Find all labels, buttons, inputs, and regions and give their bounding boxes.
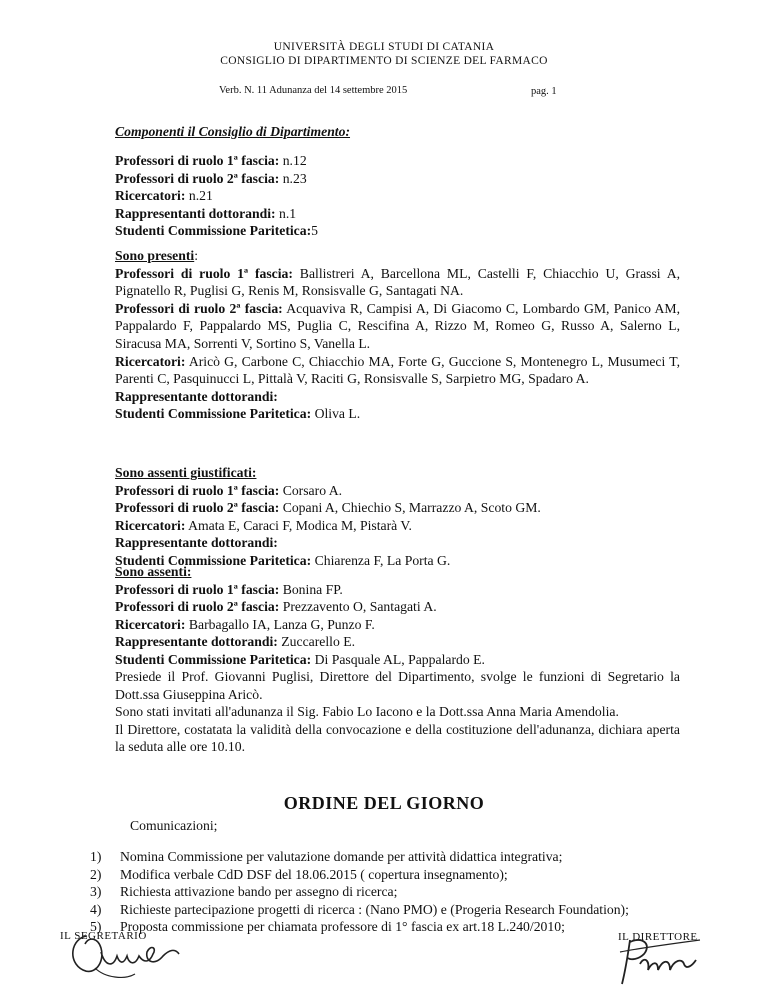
- segretario-label: IL SEGRETARIO: [60, 930, 147, 942]
- presenti-line: Rappresentante dottorandi:: [115, 388, 278, 404]
- body-paragraphs: [115, 668, 680, 756]
- assenti-line: Professori di ruolo 1ª fascia: Bonina FP.: [115, 581, 343, 597]
- direttore-label: IL DIRETTORE: [618, 931, 698, 943]
- assenti-giustificati-line: Studenti Commissione Paritetica: Chiarenza F, La Porta G.: [115, 552, 451, 568]
- presenti-line: Ricercatori: Aricò G, Carbone C, Chiacchio MA, Forte G, Guccione S, Montenegro L, Musumeci T, Parenti C, Pasquinucci L, Pittalà V, Raciti G, Ronsisvalle S, Sarpietro MG, Spadaro A.: [115, 353, 680, 387]
- paragraph-presidenza: Presiede il Prof. Giovanni Puglisi, Direttore del Dipartimento, svolge le funzioni di Segretario la Dott.ssa Giuseppina Aricò.: [115, 669, 680, 702]
- assenti-line: Studenti Commissione Paritetica: Di Pasquale AL, Pappalardo E.: [115, 651, 485, 667]
- university-name: UNIVERSITÀ DEGLI STUDI DI CATANIA: [273, 41, 495, 53]
- componenti-line: Ricercatori: n.21: [115, 188, 213, 204]
- assenti-title: Sono assenti:: [115, 564, 192, 579]
- assenti-giustificati-line: Professori di ruolo 2ª fascia: Copani A, Chiechio S, Marrazzo A, Scoto GM.: [115, 500, 541, 516]
- segretario-signature-icon: [65, 922, 195, 982]
- presenti-title: Sono presenti: [115, 248, 195, 263]
- assenti-giustificati-title: Sono assenti giustificati:: [115, 465, 257, 480]
- direttore-signature-icon: [600, 930, 720, 990]
- assenti-line: Ricercatori: Barbagallo IA, Lanza G, Punzo F.: [115, 616, 375, 632]
- paragraph-apertura: Il Direttore, costatata la validità della convocazione e della costituzione dell'adunanza, dichiara aperta la seduta alle ore 10.10.: [115, 721, 680, 755]
- presenti-line: Studenti Commissione Paritetica: Oliva L.: [115, 406, 361, 422]
- assenti-line: Professori di ruolo 2ª fascia: Prezzavento O, Santagati A.: [115, 599, 437, 615]
- componenti-title: Componenti il Consiglio di Dipartimento:: [115, 124, 351, 139]
- componenti-line: Professori di ruolo 1ª fascia: n.12: [115, 153, 307, 168]
- page-number: pag. 1: [531, 86, 557, 97]
- componenti-line: Professori di ruolo 2ª fascia: n.23: [115, 170, 307, 186]
- agenda-item: 5) Proposta commissione per chiamata professore di 1° fascia ex art.18 L.240/2010;: [90, 919, 565, 935]
- document-header: [0, 40, 768, 68]
- assenti-giustificati-line: Ricercatori: Amata E, Caraci F, Modica M, Pistarà V.: [115, 517, 412, 533]
- assenti-section: [115, 563, 680, 669]
- assenti-giustificati-line: Professori di ruolo 1ª fascia: Corsaro A.: [115, 482, 343, 498]
- agenda-item: 4) Richieste partecipazione progetti di ricerca : (Nano PMO) e (Progeria Research Foundation);: [90, 901, 629, 917]
- paragraph-invitati: Sono stati invitati all'adunanza il Sig. Fabio Lo Iacono e la Dott.ssa Anna Maria Amendolia.: [115, 704, 619, 720]
- componenti-list: [115, 152, 680, 240]
- presenti-line: Professori di ruolo 2ª fascia: Acquaviva R, Campisi A, Di Giacomo C, Lombardo GM, Panico AM, Pappalardo F, Pappalardo MS, Puglia C, Rescifina A, Rizzo M, Romeo G, Russo A, Salerno L, Siracusa MA, Sorrenti V, Sortino S, Vanella L.: [115, 300, 681, 351]
- ordine-del-giorno-title: ORDINE DEL GIORNO: [283, 793, 485, 813]
- verbale-line: Verb. N. 11 Adunanza del 14 settembre 2015: [219, 85, 408, 96]
- componenti-section: [115, 123, 680, 141]
- componenti-line: Rappresentanti dottorandi: n.1: [115, 205, 297, 221]
- presenti-section: Sono presenti: Professori di ruolo 1ª fascia: Ballistreri A, Barcellona ML, Castelli F, Chiacchio U, Grassi A, Pignatello R, Puglisi G, Renis M, Ronsisvalle G, Santagati NA. Professori di ruolo 2ª fascia: Acquaviva R, Campisi A, Di Giacomo C, Lombardo GM, Panico AM, Pappalardo F, Pappalardo MS, Puglia C, Rescifina A, Rizzo M, Romeo G, Russo A, Salerno L, Siracusa MA, Sorrenti V, Sortino S, Vanella L. Ricercatori: Aricò G, Carbone C, Chiacchio MA, Forte G, Guccione S, Montenegro L, Musumeci T, Parenti C, Pasquinucci L, Pittalà V, Raciti G, Ronsisvalle S, Sarpietro MG, Spadaro A. Rappresentante dottorandi: Studenti Commissione Paritetica: Oliva L.: [115, 248, 681, 422]
- agenda-item: 3) Richiesta attivazione bando per assegno di ricerca;: [90, 884, 398, 900]
- assenti-giustificati-section: [115, 464, 680, 570]
- agenda-item: 1) Nomina Commissione per valutazione domande per attività didattica integrativa;: [90, 849, 563, 864]
- assenti-giustificati-line: Rappresentante dottorandi:: [115, 535, 278, 551]
- componenti-line: Studenti Commissione Paritetica:5: [115, 223, 319, 239]
- council-name: CONSIGLIO DI DIPARTIMENTO DI SCIENZE DEL FARMACO: [220, 55, 548, 67]
- assenti-line: Rappresentante dottorandi: Zuccarello E.: [115, 634, 356, 650]
- agenda-item: 2) Modifica verbale CdD DSF del 18.06.2015 ( copertura insegnamento);: [90, 866, 508, 882]
- presenti-line: Professori di ruolo 1ª fascia: Ballistreri A, Barcellona ML, Castelli F, Chiacchio U, Grassi A, Pignatello R, Puglisi G, Renis M, Ronsisvalle G, Santagati NA.: [115, 265, 680, 299]
- comunicazioni-label: Comunicazioni;: [130, 818, 218, 833]
